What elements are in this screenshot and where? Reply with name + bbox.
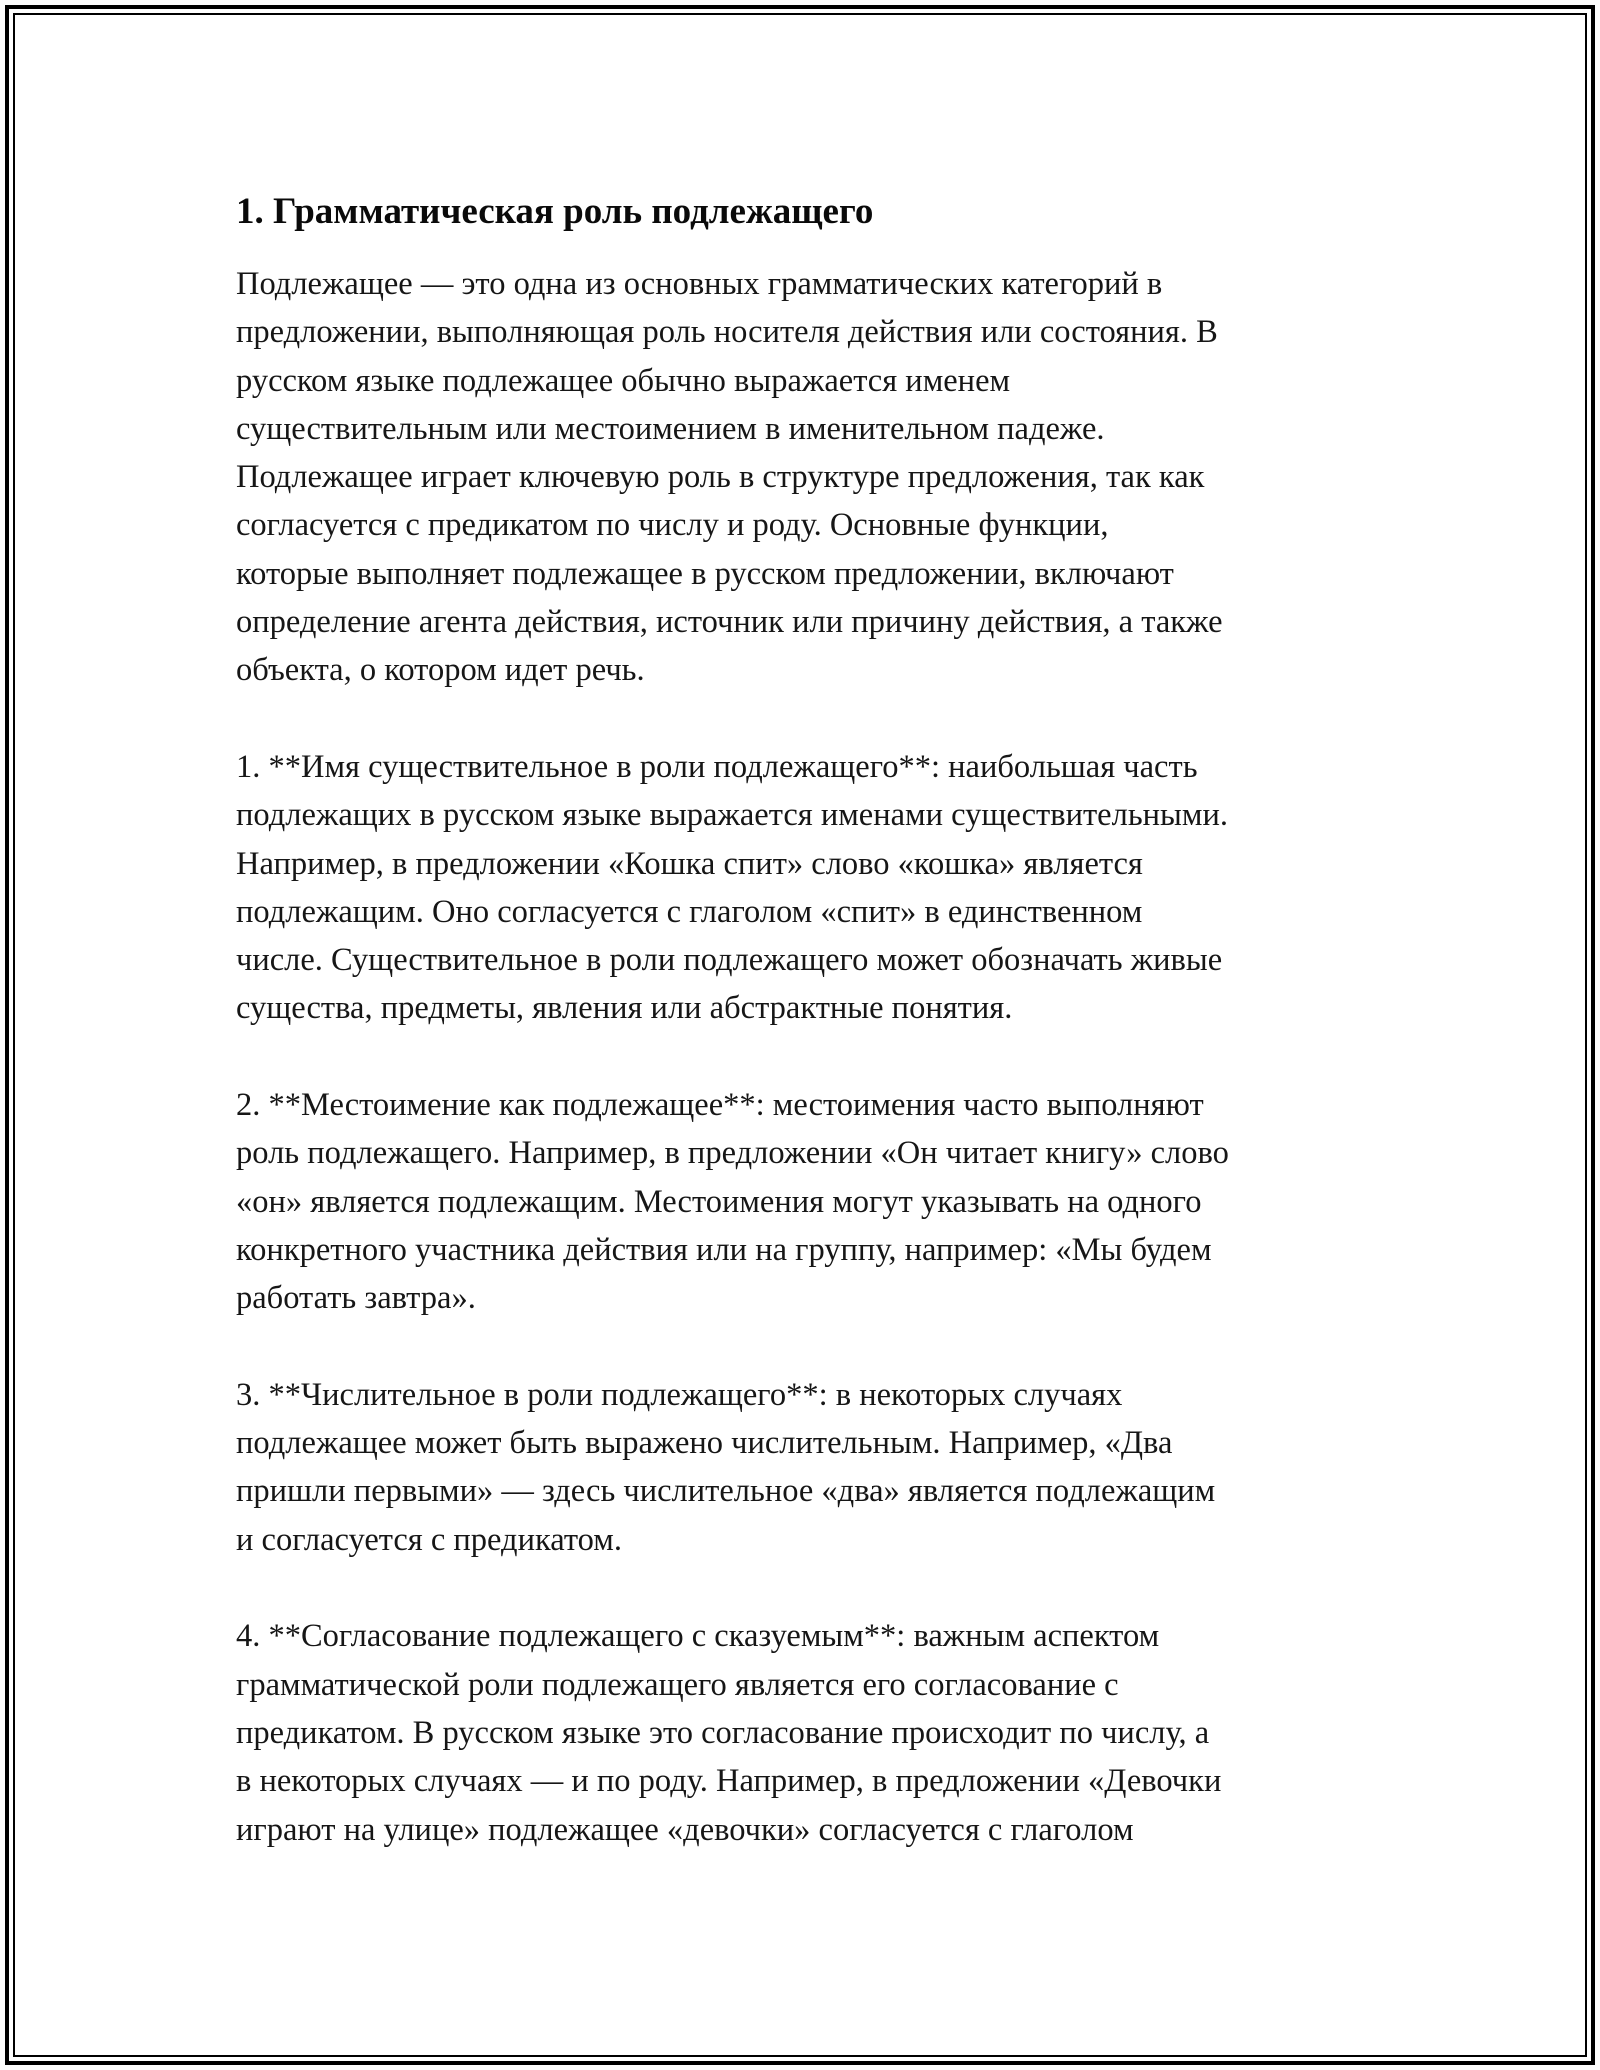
text-line: 3. **Числительное в роли подлежащего**: в некоторых случаях [236, 1376, 1123, 1413]
text-line: и согласуется с предикатом. [236, 1521, 622, 1558]
list-item-numeral [236, 1371, 1366, 1564]
text-line: определение агента действия, источник или причину действия, а также [236, 604, 1223, 641]
text-line: 2. **Местоимение как подлежащее**: местоимения часто выполняют [236, 1087, 1204, 1124]
text-line: роль подлежащего. Например, в предложении «Он читает книгу» слово [236, 1135, 1229, 1172]
text-line: существительным или местоимением в именительном падеже. [236, 410, 1105, 447]
text-line: подлежащим. Оно согласуется с глаголом «спит» в единственном [236, 893, 1143, 930]
text-line: 4. **Согласование подлежащего с сказуемым**: важным аспектом [236, 1618, 1160, 1655]
text-line: в некоторых случаях — и по роду. Например, в предложении «Девочки [236, 1763, 1222, 1800]
list-item-agreement [236, 1612, 1366, 1853]
text-line: объекта, о котором идет речь. [236, 652, 645, 689]
list-item-pronoun [236, 1081, 1366, 1322]
text-line: предложении, выполняющая роль носителя действия или состояния. В [236, 314, 1218, 351]
text-line: грамматической роли подлежащего является его согласование с [236, 1666, 1119, 1703]
text-line: пришли первыми» — здесь числительное «два» является подлежащим [236, 1473, 1216, 1510]
text-line: Подлежащее — это одна из основных грамматических категорий в [236, 266, 1163, 302]
text-line: числе. Существительное в роли подлежащего может обозначать живые [236, 942, 1223, 979]
text-line: которые выполняет подлежащее в русском предложении, включают [236, 555, 1174, 592]
text-line: предикатом. В русском языке это согласование происходит по числу, а [236, 1714, 1210, 1751]
text-line: играют на улице» подлежащее «девочки» согласуется с глаголом [236, 1811, 1134, 1848]
list-item-noun [236, 743, 1366, 1033]
text-line: работать завтра». [236, 1280, 476, 1317]
text-line: существа, предметы, явления или абстрактные понятия. [236, 990, 1013, 1027]
document-body [236, 188, 1366, 1902]
text-line: подлежащих в русском языке выражается именами существительными. [236, 797, 1228, 834]
text-line: 1. **Имя существительное в роли подлежащего**: наибольшая часть [236, 748, 1198, 785]
text-line: согласуется с предикатом по числу и роду. Основные функции, [236, 507, 1109, 544]
text-line: конкретного участника действия или на группу, например: «Мы будем [236, 1231, 1212, 1268]
text-line: «он» является подлежащим. Местоимения могут указывать на одного [236, 1183, 1202, 1220]
text-line: Например, в предложении «Кошка спит» слово «кошка» является [236, 845, 1143, 882]
intro-paragraph [236, 260, 1366, 695]
section-heading: 1. Грамматическая роль подлежащего [236, 191, 874, 232]
text-line: Подлежащее играет ключевую роль в структуре предложения, так как [236, 459, 1205, 496]
text-line: русском языке подлежащее обычно выражается именем [236, 362, 1011, 399]
text-line: подлежащее может быть выражено числительным. Например, «Два [236, 1425, 1173, 1462]
